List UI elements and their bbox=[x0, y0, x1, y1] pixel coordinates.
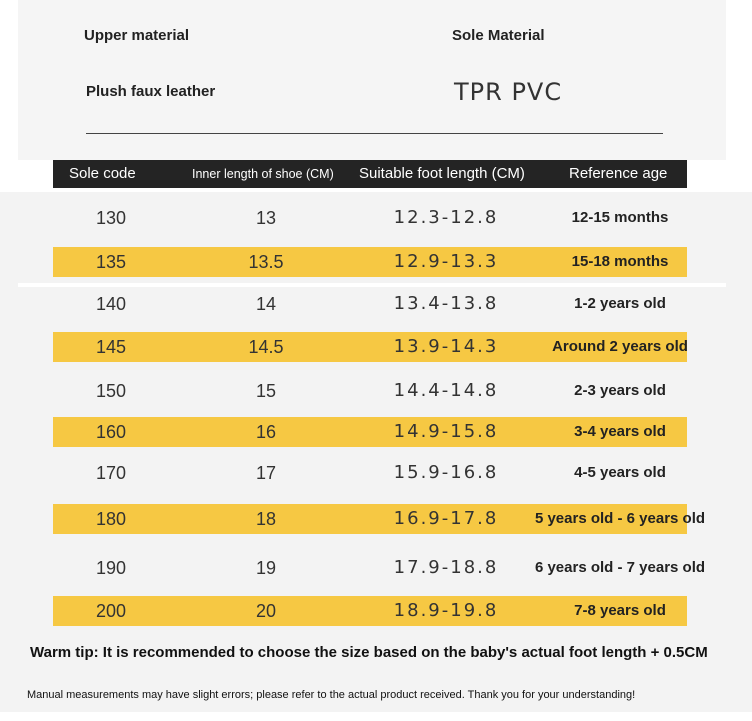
header-foot-length: Suitable foot length (CM) bbox=[359, 165, 525, 182]
cell-sole-code: 145 bbox=[95, 337, 127, 357]
header-reference-age: Reference age bbox=[569, 165, 668, 182]
cell-inner-length: 14 bbox=[255, 294, 277, 314]
cell-reference-age: 4-5 years old bbox=[574, 464, 666, 481]
size-table-header bbox=[53, 160, 687, 188]
sole-material-value: TPR PVC bbox=[454, 78, 563, 106]
material-section-background bbox=[18, 0, 726, 160]
cell-inner-length: 19 bbox=[255, 558, 277, 578]
header-sole-code: Sole code bbox=[69, 165, 136, 182]
sole-material-label: Sole Material bbox=[452, 27, 545, 44]
cell-reference-age: 5 years old - 6 years old bbox=[534, 510, 706, 527]
cell-foot-length: 17.9-18.8 bbox=[393, 557, 499, 578]
cell-sole-code: 160 bbox=[95, 422, 127, 442]
warm-tip: Warm tip: It is recommended to choose the size based on the baby's actual foot length + 0.5CM bbox=[30, 644, 708, 661]
cell-foot-length: 18.9-19.8 bbox=[393, 600, 499, 621]
cell-inner-length: 14.5 bbox=[248, 337, 284, 357]
cell-sole-code: 135 bbox=[95, 252, 127, 272]
cell-foot-length: 13.9-14.3 bbox=[393, 336, 499, 357]
header-inner-length: Inner length of shoe (CM) bbox=[192, 167, 334, 181]
cell-inner-length: 15 bbox=[255, 381, 277, 401]
cell-reference-age: 3-4 years old bbox=[574, 423, 666, 440]
cell-reference-age: 1-2 years old bbox=[574, 295, 666, 312]
cell-reference-age: Around 2 years old bbox=[552, 338, 688, 355]
table-row bbox=[0, 417, 752, 447]
cell-sole-code: 150 bbox=[95, 381, 127, 401]
cell-sole-code: 130 bbox=[95, 208, 127, 228]
cell-foot-length: 14.4-14.8 bbox=[393, 380, 499, 401]
table-row bbox=[0, 203, 752, 233]
divider bbox=[86, 133, 663, 134]
cell-sole-code: 200 bbox=[95, 601, 127, 621]
upper-material-label: Upper material bbox=[84, 27, 190, 44]
cell-foot-length: 16.9-17.8 bbox=[393, 508, 499, 529]
table-row bbox=[0, 596, 752, 626]
table-row bbox=[0, 458, 752, 488]
cell-inner-length: 13 bbox=[255, 208, 277, 228]
table-separator bbox=[18, 283, 726, 287]
cell-reference-age: 15-18 months bbox=[571, 253, 669, 270]
cell-inner-length: 18 bbox=[255, 509, 277, 529]
cell-sole-code: 180 bbox=[95, 509, 127, 529]
cell-reference-age: 12-15 months bbox=[571, 209, 669, 226]
cell-inner-length: 16 bbox=[255, 422, 277, 442]
table-row bbox=[0, 332, 752, 362]
cell-foot-length: 14.9-15.8 bbox=[393, 421, 499, 442]
cell-reference-age: 7-8 years old bbox=[574, 602, 666, 619]
cell-sole-code: 140 bbox=[95, 294, 127, 314]
cell-foot-length: 12.9-13.3 bbox=[393, 251, 499, 272]
cell-foot-length: 13.4-13.8 bbox=[393, 293, 499, 314]
table-row bbox=[0, 247, 752, 277]
cell-inner-length: 17 bbox=[255, 463, 277, 483]
cell-sole-code: 170 bbox=[95, 463, 127, 483]
disclaimer-note: Manual measurements may have slight errors; please refer to the actual product received. Thank you for your understanding! bbox=[27, 689, 636, 701]
table-row bbox=[0, 289, 752, 319]
table-row bbox=[0, 376, 752, 406]
table-row bbox=[0, 504, 752, 534]
upper-material-value: Plush faux leather bbox=[86, 83, 216, 100]
cell-inner-length: 20 bbox=[255, 601, 277, 621]
cell-reference-age: 2-3 years old bbox=[574, 382, 666, 399]
cell-sole-code: 190 bbox=[95, 558, 127, 578]
cell-foot-length: 12.3-12.8 bbox=[393, 207, 499, 228]
table-row bbox=[0, 553, 752, 583]
cell-foot-length: 15.9-16.8 bbox=[393, 462, 499, 483]
cell-reference-age: 6 years old - 7 years old bbox=[534, 559, 706, 576]
cell-inner-length: 13.5 bbox=[248, 252, 284, 272]
